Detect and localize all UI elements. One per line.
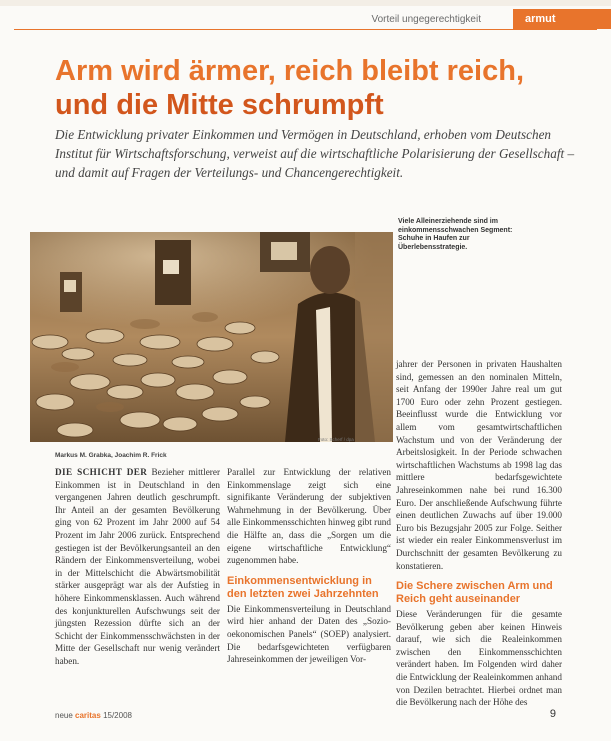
column-2-body-continued: Die Einkommensverteilung in Deutschland wird hier anhand der Daten des „Sozio-oekonomischen Panels“ (SOEP) analysiert. Die bedarfsgewichteten verfügbaren Jahreseinkommen der jeweiligen Vor-	[227, 603, 391, 665]
article-photo	[30, 232, 393, 442]
column-3-body: jahrer der Personen in privaten Haushalten sind, gemessen an den nominalen Mitteln, seit Anfang der 1990er Jahre real um gut 1700 Euro oder zehn Prozent gestiegen. Beeinflusst wurde die Entwicklung vor allem vom gesamtwirtschaftlichen Wachstum und von der Veränderung der Arbeitslosigkeit. In der Periode schwachen wirtschaftlichen Wachstums ab 1998 lag das mittlere bedarfsgewichtete Jahreseinkommen nahe bei rund 16.300 Euro. Der anschließende Aufschwung führte einen deutlichen Zuwachs auf über 19.000 Euro bis Bezugsjahr 2005 zur Folge. Seither ist wieder ein realer Einkommensverlust im Durchschnitt der gesamten Bevölkerung zu konstatieren.	[396, 359, 562, 571]
text-column-1	[55, 466, 220, 668]
footer-issue: 15/2008	[103, 711, 132, 720]
header-strip	[0, 0, 611, 6]
column-2-body: Parallel zur Entwicklung der relativen Einkommenslage zeigt sich eine signifikante Veränderung der subjektiven Wahrnehmung in der Bevölkerung. Über alle Einkommensschichten hinweg gibt rund die Hälfte an, dass die „Sorgen um die eigene wirtschaftliche Entwicklung“ zugenommen habe.	[227, 467, 391, 566]
headline-line-1: Arm wird ärmer, reich bleibt reich,	[55, 55, 524, 87]
photo-credit: Foto: Scherf / dpa	[318, 437, 354, 442]
footer-brand: caritas	[75, 711, 101, 720]
headline-line-2: und die Mitte schrumpft	[55, 89, 384, 121]
lead-in-caps: DIE SCHICHT DER	[55, 467, 148, 477]
footer-prefix: neue	[55, 711, 73, 720]
subheading-gap: Die Schere zwischen Arm und Reich geht auseinander	[396, 580, 553, 606]
photo-illustration	[30, 232, 393, 442]
header-rule	[14, 29, 597, 30]
column-3-body-continued: Diese Veränderungen für die gesamte Bevölkerung geben aber keinen Hinweis darauf, wie sich die Realeinkommen zwischen den Einkommensschichten verändert haben. Im Folgenden wird daher die Entwicklung der Realeinkommen anhand von Dezilen betrachtet. Hierbei ordnet man die Bevölkerung nach der Höhe des	[396, 609, 562, 708]
page-number: 9	[549, 708, 556, 720]
lede-paragraph: Die Entwicklung privater Einkommen und Vermögen in Deutschland, erhoben vom Deutschen Institut für Wirtschaftsforschung, verweist auf die wirtschaftliche Polarisierung der Gesellschaft – und damit auf Fragen der Verteilungs- und Chancengerechtigkeit.	[55, 127, 575, 180]
subheading-income-trend: Einkommensentwicklung in den letzten zwei Jahrzehnten	[227, 574, 379, 600]
footer-publication	[55, 711, 132, 720]
text-column-2	[227, 466, 391, 666]
section-tag: armut	[513, 9, 611, 29]
author-line: Markus M. Grabka, Joachim R. Frick	[55, 452, 167, 459]
photo-caption: Viele Alleinerziehende sind im einkommensschwachen Segment: Schuhe in Haufen zur Überlebensstrategie.	[398, 218, 513, 251]
column-1-body: Bezieher mittlerer Einkommen ist in Deutschland in den vergangenen Jahren deutlich geschrumpft. Ihr Anteil an der gesamten Bevölkerung ging von 62 Prozent im Jahr 2000 auf 54 Prozent im Jahr 2006 zurück. Entsprechend gestiegen ist der Bevölkerungsanteil an den Rändern der Einkommensverteilung, wobei in der Mittelschicht die Abwärtsmobilität stärker ausgeprägt war als der Aufstieg in höhere Einkommensklassen. Auch während des konjunkturellen Aufschwungs seit der jüngsten Rezession dürfte sich an der Schicht der Einkommensschwächsten in der Mitte der Gesellschaft nur wenig verändert haben.	[55, 467, 221, 666]
section-label: Vorteil ungegerechtigkeit	[371, 14, 481, 25]
text-column-3	[396, 358, 562, 709]
